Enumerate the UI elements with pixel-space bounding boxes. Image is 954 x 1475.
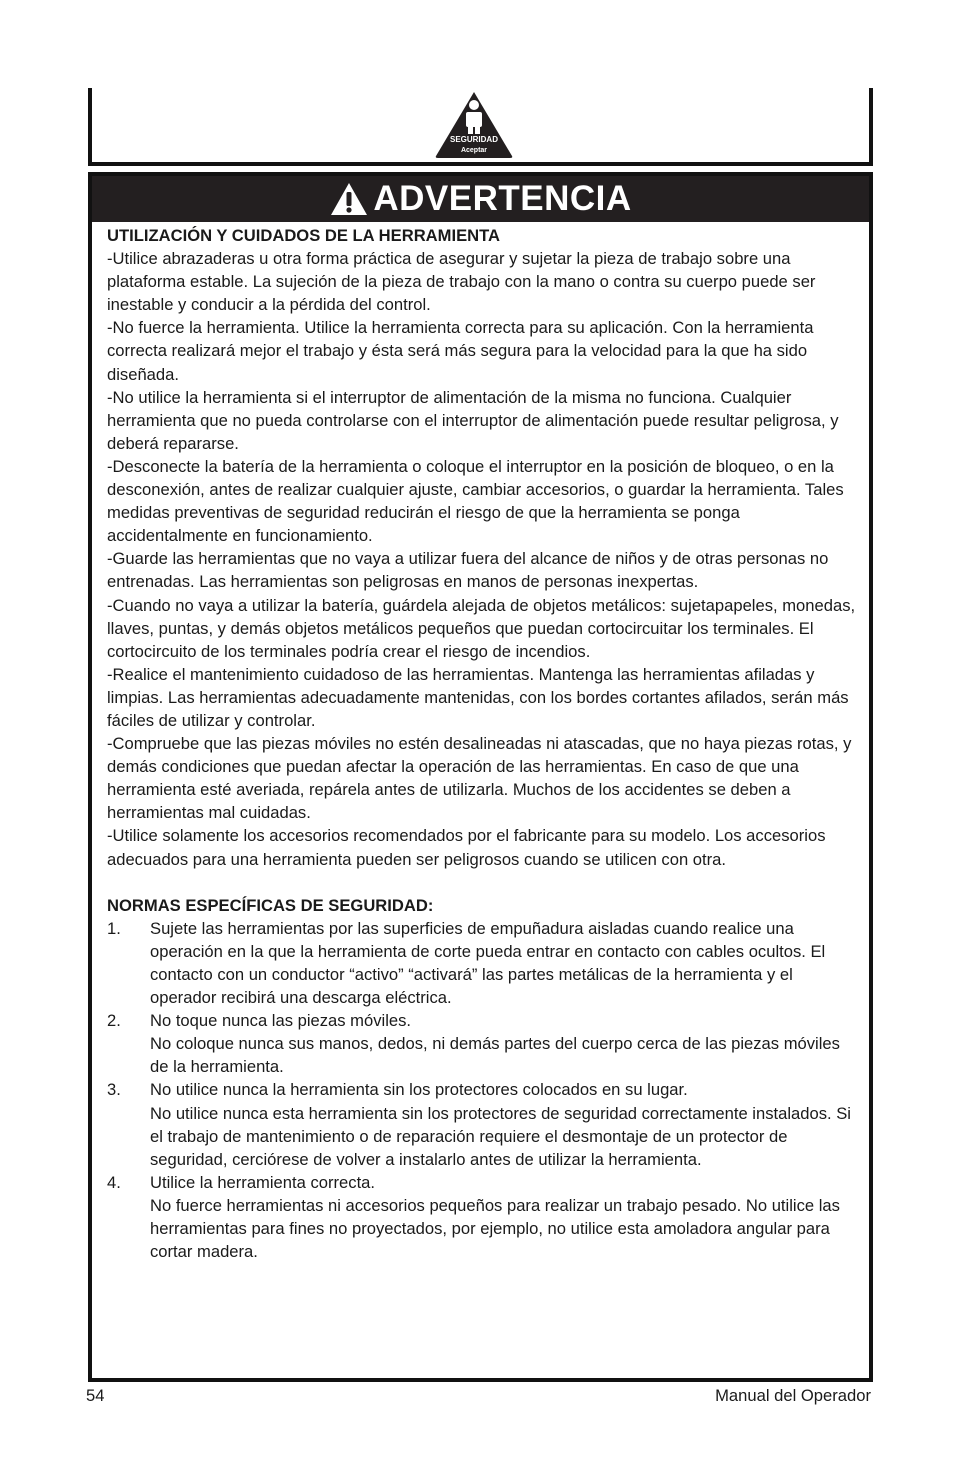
section-heading: NORMAS ESPECÍFICAS DE SEGURIDAD: <box>107 895 434 915</box>
paragraph: -Realice el mantenimiento cuidadoso de las herramientas. Mantenga las herramientas afiladas y limpias. Las herramientas adecuadamente mantenidas, con los bordes cortantes afilados, serán más fáciles de utilizar y controlar. <box>107 664 849 730</box>
paragraph: -Cuando no vaya a utilizar la batería, guárdela alejada de objetos metálicos: sujetapapeles, monedas, llaves, puntas, y demás objetos metálicos pequeños que puedan cortocircuitar los terminales. El cortocircuito de los terminales podría crear el riesgo de incendios. <box>107 595 856 661</box>
warning-triangle-icon <box>329 181 369 217</box>
paragraph: -Utilice solamente los accesorios recomendados por el fabricante para su modelo. Los accesorios adecuados para una herramienta pueden ser peligrosos cuando se utilicen con otra. <box>107 826 826 869</box>
warning-title: ADVERTENCIA <box>373 179 632 218</box>
spacer <box>107 871 857 894</box>
warning-banner <box>92 176 869 222</box>
list-number: 1. <box>107 918 121 938</box>
list-item <box>107 917 857 1009</box>
list-text: No utilice nunca esta herramienta sin los protectores de seguridad correctamente instalados. Si el trabajo de mantenimiento o de reparación requiere el desmontaje de un protector de seguridad, cerciórese de volver a instalarlo antes de utilizar la herramienta. <box>150 1103 851 1169</box>
list-text: Sujete las herramientas por las superficies de empuñadura aisladas cuando realice una operación en la que la herramienta de corte pueda entrar en contacto con cables ocultos. El contacto con un conductor “activo” “activará” las partes metálicas de la herramienta y el operador recibirá una descarga eléctrica. <box>150 918 826 1008</box>
page-number: 54 <box>86 1386 105 1405</box>
list-number: 4. <box>107 1172 121 1192</box>
list-text: No fuerce herramientas ni accesorios pequeños para realizar un trabajo pesado. No utilice las herramientas para fines no proyectados, por ejemplo, no utilice esta amoladora angular para cortar madera. <box>150 1195 840 1262</box>
list-number: 3. <box>107 1080 121 1100</box>
paragraph: -Compruebe que las piezas móviles no estén desalineadas ni atascadas, que no haya piezas rotas, y demás condiciones que puedan afectar la operación de las herramientas. En caso de que una herramienta esté averiada, repárela antes de utilizarla. Muchos de los accidentes se deben a herramientas mal cuidadas. <box>107 734 852 823</box>
paragraph: -No utilice la herramienta si el interruptor de alimentación de la misma no funciona. Cualquier herramienta que no pueda controlarse con el interruptor de alimentación puede resultar peligrosa, y deberá repararse. <box>107 387 839 453</box>
paragraph: -Desconecte la batería de la herramienta o coloque el interruptor en la posición de bloqueo, o en la desconexión, antes de realizar cualquier ajuste, cambiar accesorios, o guardar la herramienta. Tales medidas preventivas de seguridad reducirán el riesgo de que la herramienta se ponga accidentalmente en funcionamiento. <box>107 456 844 546</box>
warning-content <box>107 224 857 1263</box>
paragraph: -Utilice abrazaderas u otra forma práctica de asegurar y sujetar la pieza de trabajo sobre una plataforma estable. La sujeción de la pieza de trabajo con la mano o contra su cuerpo puede ser inestable y conducir a la pérdida del control. <box>107 249 816 315</box>
safety-badge-icon <box>434 90 514 160</box>
list-text: Utilice la herramienta correcta. <box>150 1172 376 1192</box>
list-number: 2. <box>107 1011 121 1031</box>
section-heading: UTILIZACIÓN Y CUIDADOS DE LA HERRAMIENTA <box>107 226 501 245</box>
badge-line2: Aceptar <box>460 147 488 154</box>
manual-title: Manual del Operador <box>715 1386 871 1405</box>
list-text: No coloque nunca sus manos, dedos, ni demás partes del cuerpo cerca de las piezas móviles de la herramienta. <box>150 1034 840 1077</box>
list-text: No toque nunca las piezas móviles. <box>150 1011 412 1031</box>
list-item <box>107 1078 857 1170</box>
paragraph: -Guarde las herramientas que no vaya a utilizar fuera del alcance de niños y de otras personas no entrenadas. Las herramientas son peligrosas en manos de personas inexpertas. <box>107 549 829 592</box>
list-item <box>107 1171 857 1263</box>
list-item <box>107 1009 857 1078</box>
warning-box <box>88 172 873 1382</box>
list-text: No utilice nunca la herramienta sin los protectores colocados en su lugar. <box>150 1080 688 1100</box>
paragraph: -No fuerce la herramienta. Utilice la herramienta correcta para su aplicación. Con la herramienta correcta realizará mejor el trabajo y ésta será más segura para la velocidad para la que ha sido diseñada. <box>107 318 814 384</box>
badge-line1: SEGURIDAD <box>449 135 499 144</box>
